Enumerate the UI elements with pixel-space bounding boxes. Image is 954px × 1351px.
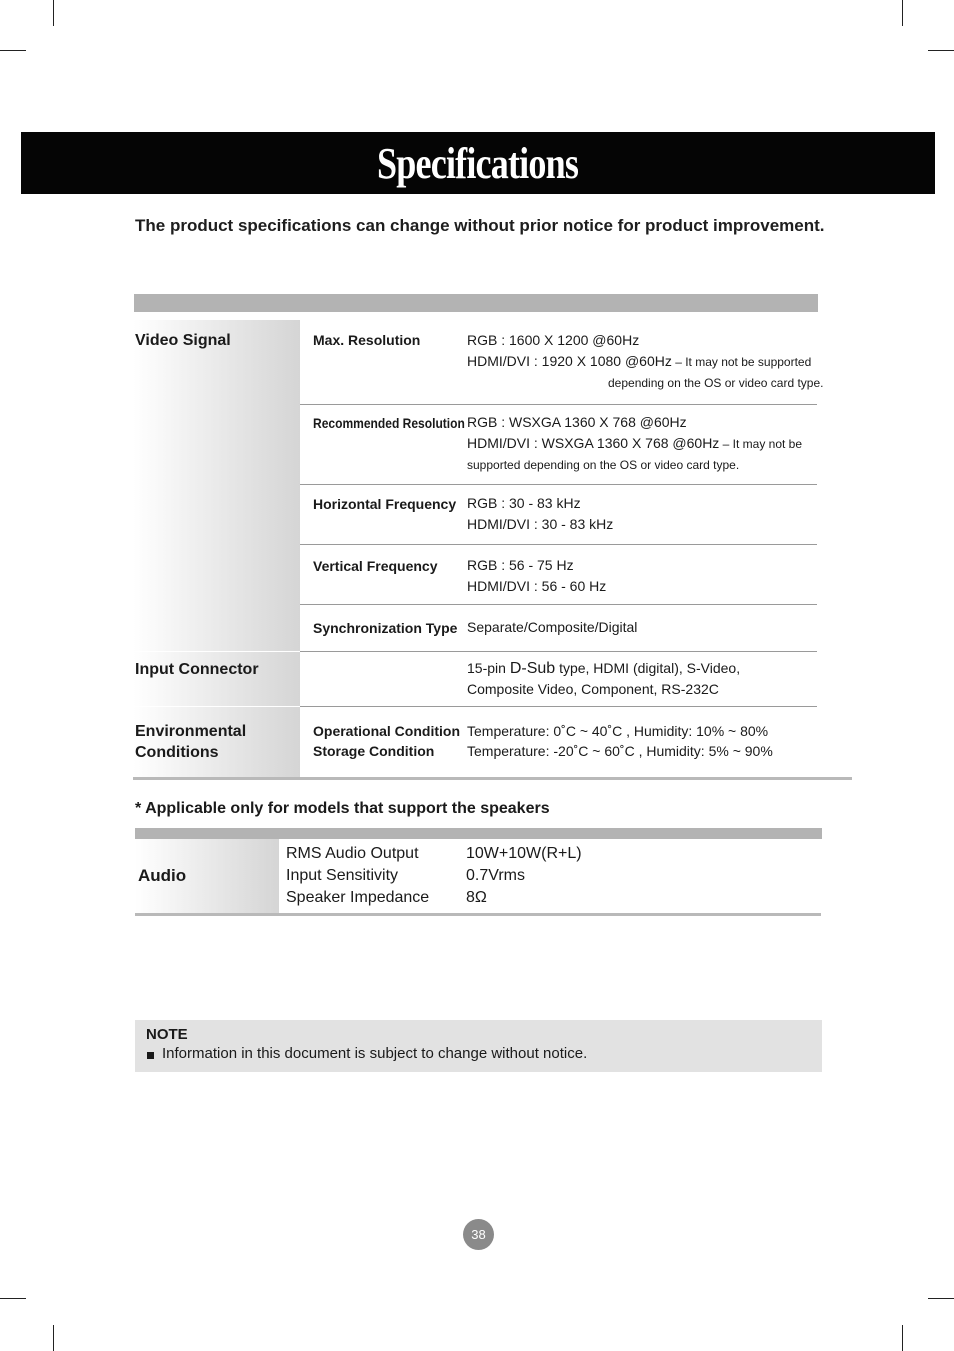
category-label: Environmental Conditions [135,723,247,761]
table-bottom-rule [133,777,852,780]
spec-value-line: supported depending on the OS or video card type. [467,458,740,472]
audio-label: Speaker Impedance [286,889,430,906]
spec-value-line: RGB : WSXGA 1360 X 768 @60Hz [467,414,687,430]
spec-row-vertical-frequency [300,545,817,604]
crop-mark [902,1325,903,1351]
spec-label: Vertical Frequency [313,558,438,574]
spec-value [467,617,637,638]
note-text: Information in this document is subject to change without notice. [162,1045,588,1062]
crop-mark [928,50,954,51]
spec-value-line: 15-pin D-Sub type, HDMI (digital), S-Video, [467,660,741,677]
spec-value [467,412,802,476]
spec-value-line: HDMI/DVI : 56 - 60 Hz [467,578,607,594]
spec-value-line: RGB : 56 - 75 Hz [467,557,574,573]
spec-label: Recommended Resolution [313,415,465,431]
page-title: Specifications [377,138,579,188]
spec-row-horizontal-frequency [300,485,817,544]
spec-row-max-resolution [300,320,824,404]
bullet-icon [147,1052,154,1059]
spec-value [467,493,613,535]
title-bar [21,132,935,194]
spec-label: Horizontal Frequency [313,496,457,512]
category-environmental-conditions [133,707,300,777]
spec-row-environmental [300,707,817,777]
spec-row-synchronization-type [300,605,817,651]
audio-label: Input Sensitivity [286,867,399,884]
spec-value [467,658,740,700]
spec-value-line: Temperature: -20˚C ~ 60˚C , Humidity: 5% ~ 90% [467,743,773,759]
product-notice: The product specifications can change without prior notice for product improvement. [135,216,825,235]
note-box [135,1020,822,1072]
crop-mark [0,1298,26,1299]
spec-label: Synchronization Type [313,620,458,636]
spec-row-input-connector [300,652,817,706]
audio-value: 8Ω [466,889,487,906]
category-video-signal [133,320,300,651]
crop-mark [902,0,903,26]
spec-label: Operational Condition Storage Condition [313,723,460,759]
audio-labels [286,843,429,909]
note-title: NOTE [146,1026,188,1043]
spec-value-line: depending on the OS or video card type. [608,376,824,390]
spec-value-line: Separate/Composite/Digital [467,619,638,635]
spec-value-line: RGB : 30 - 83 kHz [467,495,581,511]
audio-header-bar [135,828,822,839]
spec-value-line: HDMI/DVI : 30 - 83 kHz [467,516,614,532]
spec-label: Max. Resolution [313,332,421,348]
crop-mark [928,1298,954,1299]
spec-value-line: HDMI/DVI : WSXGA 1360 X 768 @60Hz – It may not be [467,435,803,451]
spec-value-line: Temperature: 0˚C ~ 40˚C , Humidity: 10% ~ 80% [467,723,769,739]
spec-value-line: Composite Video, Component, RS-232C [467,681,719,697]
category-label: Video Signal [135,332,231,349]
category-label: Input Connector [135,661,259,678]
speakers-footnote: * Applicable only for models that support the speakers [135,800,550,817]
crop-mark [53,0,54,26]
spec-value [467,721,773,761]
spec-value [467,330,823,394]
crop-mark [0,50,26,51]
crop-mark [53,1325,54,1351]
spec-value-line: HDMI/DVI : 1920 X 1080 @60Hz – It may not be supported [467,353,812,369]
category-audio [135,839,279,913]
spec-row-recommended-resolution [300,405,817,484]
category-label: Audio [138,866,187,885]
table-header-bar [134,294,818,312]
category-input-connector [133,652,300,706]
spec-value [467,555,606,597]
audio-values [466,843,582,909]
audio-value: 10W+10W(R+L) [466,845,582,862]
audio-label: RMS Audio Output [286,845,419,862]
audio-value: 0.7Vrms [466,867,525,884]
audio-bottom-rule [135,913,821,916]
spec-value-line: RGB : 1600 X 1200 @60Hz [467,332,640,348]
page-number: 38 [463,1219,494,1250]
